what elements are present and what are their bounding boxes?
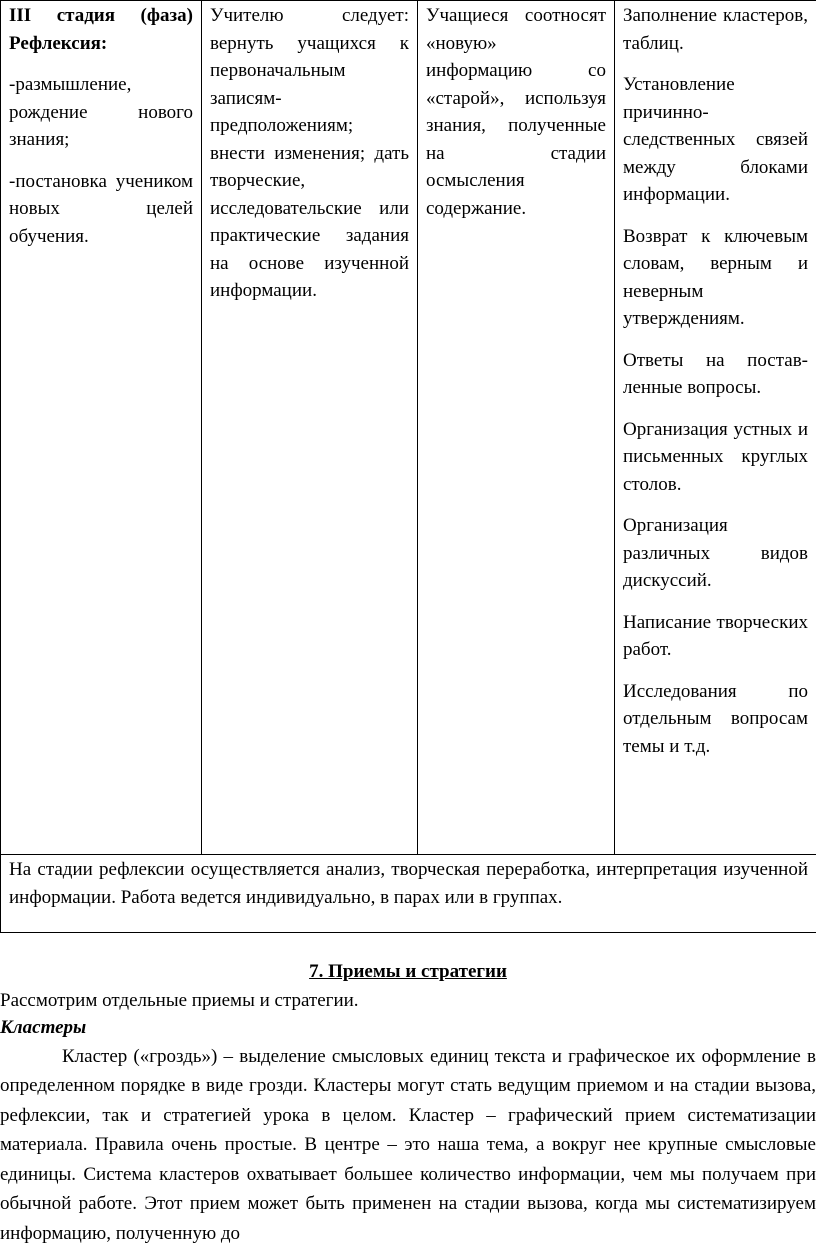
table-row [1, 855, 816, 933]
stage-item: -размышление, рождение нового знания; [9, 71, 193, 154]
technique-item: Возврат к ключевым словам, верным и неверным утверждениям. [623, 223, 808, 333]
technique-item: Организация устных и письменных круглых столов. [623, 416, 808, 499]
stage-cell [1, 1, 202, 855]
techniques-cell [615, 1, 816, 855]
stage-item: -постановка учеником новых целей обучения. [9, 168, 193, 251]
summary-text: На стадии рефлексии осуществляется анализ, творческая переработка, интерпретация изученной информации. Работа ведется индивидуально, в парах или в группах. [9, 856, 808, 911]
students-cell [418, 1, 615, 855]
teacher-text: Учителю следует: вернуть учащихся к первоначальным записям-предположениям; внести изменения; дать творческие, исследовательские или практические задания на основе изученной информации. [210, 2, 409, 305]
stage-title: III стадия (фаза) Рефлексия: [9, 2, 193, 57]
technique-item: Написание творческих работ. [623, 609, 808, 664]
section-paragraph: Кластер («гроздь») – выделение смысловых единиц текста и графическое их оформление в определенном порядке в виде грозди. Кластеры могут стать ведущим приемом и на стадии вызова, рефлексии, так и стратегией урока в целом. Кластер – графический прием систематизации материала. Правила очень простые. В центре – это наша тема, а вокруг нее крупные смысловые единицы. Система кластеров охватывает большее количество информации, чем мы получаем при обычной работе. Этот прием может быть применен на стадии вызова, когда мы систематизируем информацию, полученную до [0, 1042, 816, 1248]
section-heading: 7. Приемы и стратегии [0, 958, 816, 986]
section-intro: Рассмотрим отдельные приемы и стратегии. [0, 987, 816, 1015]
summary-cell [1, 855, 816, 933]
section-subheading: Кластеры [0, 1014, 816, 1042]
technique-item: Организация различных видов дискуссий. [623, 512, 808, 595]
technique-item: Установление причинно-следственных связей между блоками информации. [623, 71, 808, 209]
students-text: Учащиеся соотносят «новую» информацию со «старой», используя знания, полученные на стадии осмысления содержание. [426, 2, 606, 222]
technique-item: Ответы на постав-ленные вопросы. [623, 347, 808, 402]
teacher-cell [202, 1, 418, 855]
technique-item: Исследования по отдельным вопросам темы и т.д. [623, 678, 808, 761]
technique-item: Заполнение кластеров, таблиц. [623, 2, 808, 57]
section-techniques [0, 958, 816, 1248]
table-row [1, 1, 816, 855]
